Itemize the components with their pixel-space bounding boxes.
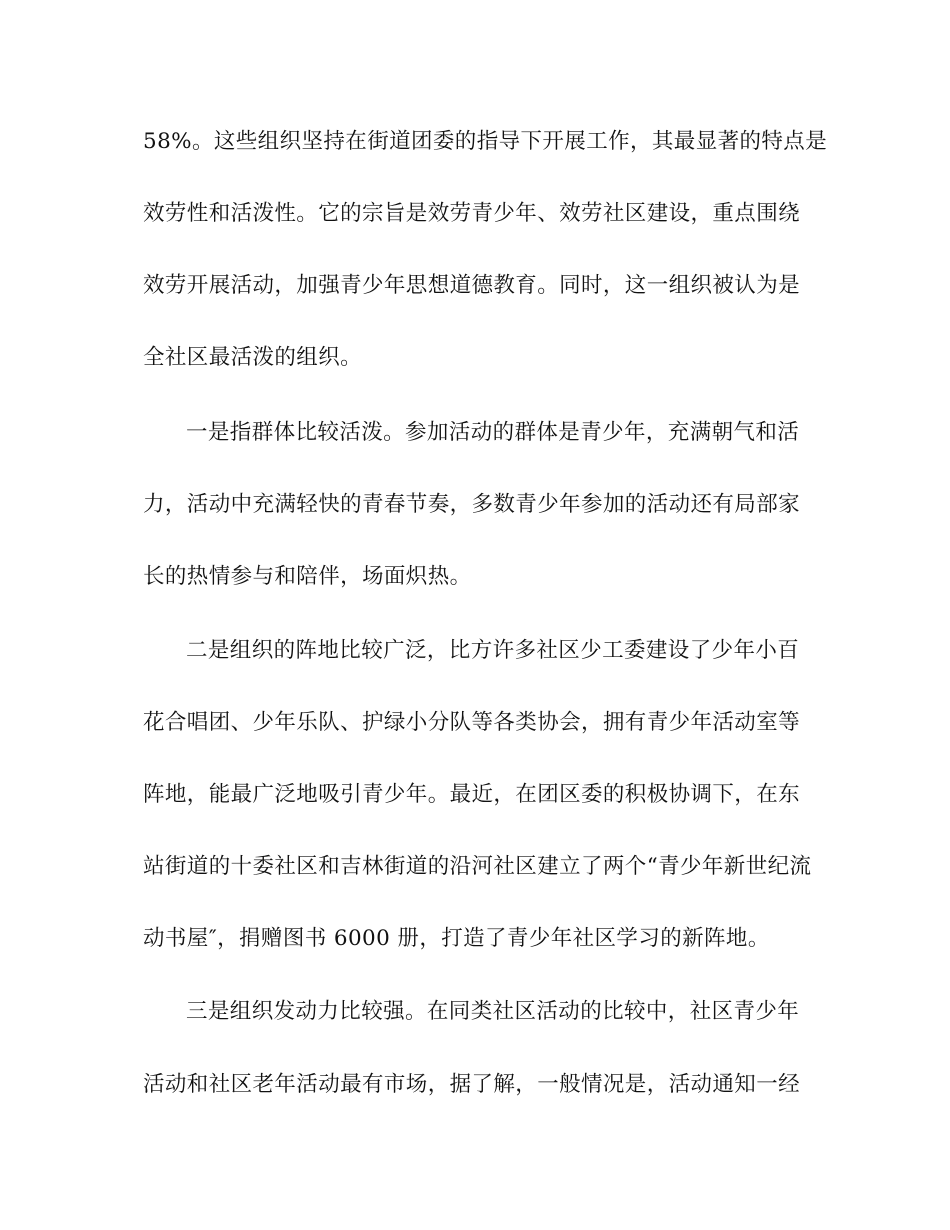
text-line: 58%。这些组织坚持在街道团委的指导下开展工作，其最显著的特点是 bbox=[143, 129, 828, 154]
text-line: 效劳性和活泼性。它的宗旨是效劳青少年、效劳社区建设，重点围绕 bbox=[143, 201, 801, 226]
paragraph-first-line: 一是指群体比较活泼。参加活动的群体是青少年，充满朝气和活 bbox=[186, 420, 800, 445]
text-line: 长的热情参与和陪伴，场面炽热。 bbox=[143, 564, 472, 589]
paragraph-first-line: 二是组织的阵地比较广泛，比方许多社区少工委建设了少年小百 bbox=[186, 638, 800, 663]
text-line: 动书屋″，捐赠图书 6000 册，打造了青少年社区学习的新阵地。 bbox=[143, 926, 770, 951]
text-line: 站街道的十委社区和吉林街道的沿河社区建立了两个“青少年新世纪流 bbox=[143, 854, 812, 879]
text-line: 力，活动中充满轻快的青春节奏，多数青少年参加的活动还有局部家 bbox=[143, 492, 801, 517]
text-line: 效劳开展活动，加强青少年思想道德教育。同时，这一组织被认为是 bbox=[143, 273, 801, 298]
text-line: 活动和社区老年活动最有市场，据了解，一般情况是，活动通知一经 bbox=[143, 1072, 801, 1097]
paragraph-first-line: 三是组织发动力比较强。在同类社区活动的比较中，社区青少年 bbox=[186, 999, 800, 1024]
text-line: 阵地，能最广泛地吸引青少年。最近，在团区委的积极协调下，在东 bbox=[143, 782, 801, 807]
text-line: 花合唱团、少年乐队、护绿小分队等各类协会，拥有青少年活动室等 bbox=[143, 710, 801, 735]
text-line: 全社区最活泼的组织。 bbox=[143, 345, 363, 370]
